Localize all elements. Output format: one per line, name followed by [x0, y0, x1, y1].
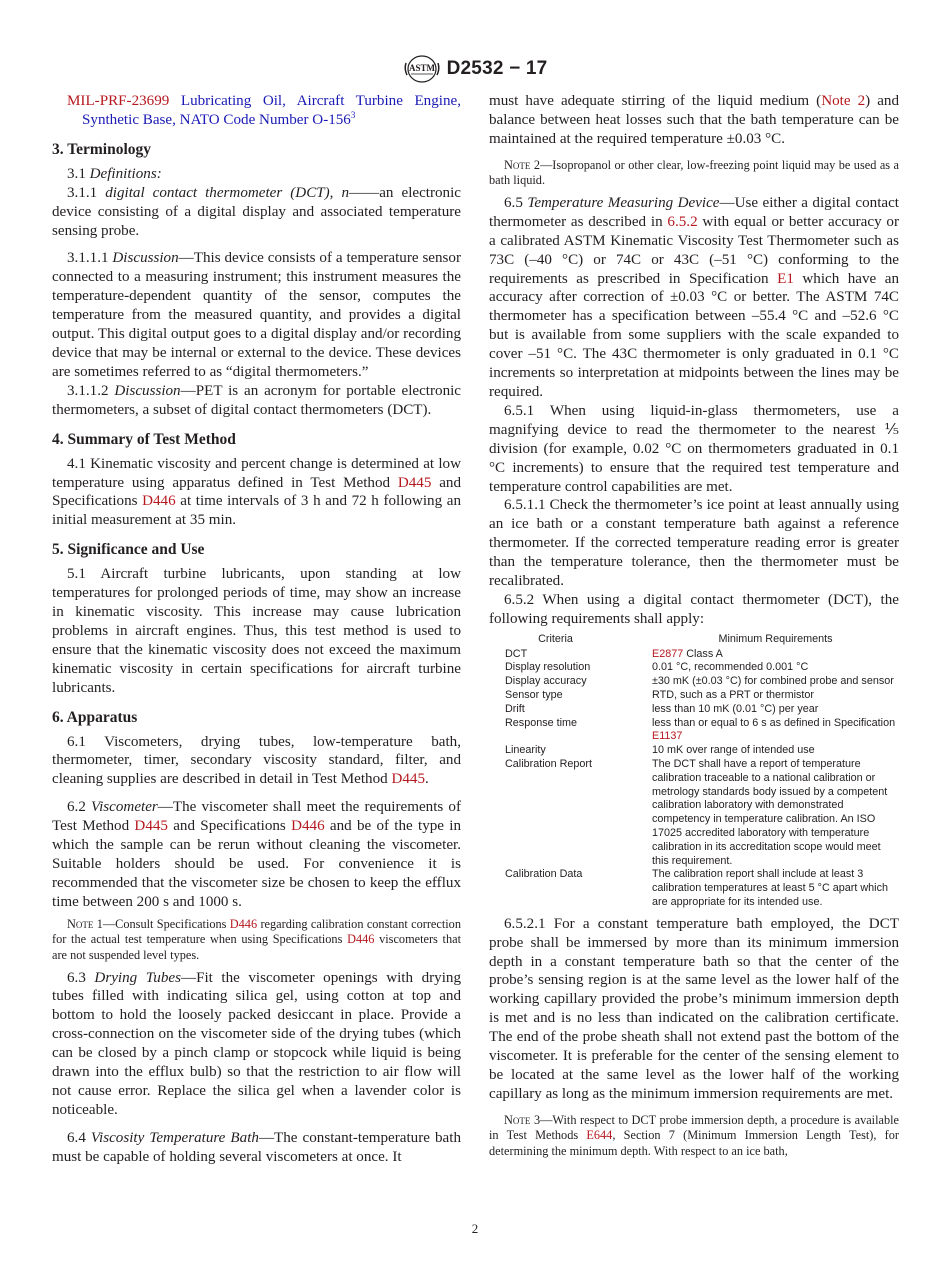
note-2: Note 2—Isopropanol or other clear, low-freezing point liquid may be used as a bath liquid. — [489, 157, 899, 188]
para-4-1: 4.1 Kinematic viscosity and percent change is determined at low temperature using apparatus defined in Test Method D445 and Specifications D446 at time intervals of 3 h and 72 h following an initial measurement at 35 min. — [52, 455, 462, 529]
reference-entry — [52, 92, 461, 130]
document-id: D2532 − 17 — [446, 58, 548, 79]
section-5-heading: 5. Significance and Use — [52, 541, 205, 559]
para-6-4: 6.4 Viscosity Temperature Bath—The constant-temperature bath must be capable of holding several viscometers at once. It — [52, 1129, 461, 1165]
table-row: Sensor type RTD, such as a PRT or thermistor — [505, 688, 815, 701]
para-6-4-continued: must have adequate stirring of the liquid medium (Note 2) and balance between heat losses such that the bath temperature can be maintained at the required temperature ±0.03 °C. — [489, 93, 899, 147]
column-header-requirements: Minimum Requirements — [718, 632, 833, 645]
table-row: Display resolution 0.01 °C, recommended 0.001 °C — [505, 661, 809, 674]
table-row: Display accuracy ±30 mK (±0.03 °C) for combined probe and sensor — [505, 675, 894, 688]
astm-logo-icon — [403, 54, 441, 84]
link-d446[interactable]: D446 — [229, 916, 258, 931]
link-d445[interactable]: D445 — [397, 474, 432, 491]
para-3-1-1: 3.1.1 digital contact thermometer (DCT), n——an electronic device consisting of a digital display and associated temperature sensing probe. — [52, 184, 461, 239]
table-row: Calibration Data The calibration report shall include at least 3 calibration temperatures at least 5 °C apart which are appropriate for its intended use. — [505, 868, 888, 908]
link-d445[interactable]: D445 — [391, 771, 425, 788]
para-3-1-1-1: 3.1.1.1 Discussion—This device consists of a temperature sensor connected to a measuring instrument; this instrument measures the temperature-dependent quantity of the sensor, computes the temperature from the measured quantity, and provides a digital output. This digital output goes to a digital display and/or recording device that may be internal or external to the device. These devices are sometimes referred to as “digital thermometers.” — [52, 250, 462, 380]
para-6-5-1-1: 6.5.1.1 Check the thermometer’s ice point at least annually using an ice bath or a constant temperature bath against a reference thermometer. If the corrected temperature reading error is greater than the temperature tolerance, then the thermometer must be recalibrated. — [489, 497, 899, 590]
link-e2877[interactable]: E2877 — [652, 647, 684, 660]
link-6-5-2[interactable]: 6.5.2 — [667, 213, 698, 230]
link-e1137[interactable]: E1137 — [652, 730, 683, 743]
para-6-1: 6.1 Viscometers, drying tubes, low-temperature bath, thermometer, timer, secondary viscosity standard, filter, and cleaning supplies are described in detail in Test Method D445. — [52, 733, 461, 788]
footnote-ref[interactable]: 3 — [350, 109, 356, 120]
left-column — [52, 92, 461, 1167]
link-e644[interactable]: E644 — [586, 1128, 613, 1143]
link-e1[interactable]: E1 — [777, 270, 794, 287]
link-d446[interactable]: D446 — [347, 932, 375, 947]
note-1: Note 1—Consult Specifications D446 regarding calibration constant correction for the actual test temperature when using Specifications D446 viscometers that are not suspended level types. — [52, 916, 461, 962]
para-5-1: 5.1 Aircraft turbine lubricants, upon standing at low temperatures for prolonged periods of time, may show an increase in kinematic viscosity. This increase may cause lubrication problems in aircraft engines. Thus, this test method is used to ensure that the kinematic viscosity does not exceed the maximum kinematic viscosity in certain specifications for aircraft turbine lubricants. — [52, 566, 461, 696]
para-6-5-1: 6.5.1 When using liquid-in-glass thermometers, use a magnifying device to read the thermometer to the nearest ⅕ division (for example, 0.02 °C on thermometers graduated in 0.1 °C increments) to ensure that the required test temperature and temperature control capabilities are met. — [489, 402, 899, 495]
table-row: DCT E2877 Class A — [505, 647, 723, 660]
para-6-5-2-1: 6.5.2.1 For a constant temperature bath employed, the DCT probe shall be immersed by more than its minimum immersion depth in a constant temperature bath so that the center of the probe’s sensing region is at the same level as the lower half of the working capillary provided the probe’s minimum immersion depth is met and is no less than indicated on the calibration certificate. The end of the probe sheath shall not extend past the bottom of the viscometer. It is preferable for the center of the sensing element to be located at the same level as the lower half of the working capillary as long as the minimum immersion requirements are met. — [489, 915, 899, 1102]
link-note-2[interactable]: Note 2 — [821, 93, 866, 109]
para-6-5: 6.5 Temperature Measuring Device—Use either a digital contact thermometer as described in 6.5.2 with equal or better accuracy or a calibrated ASTM Kinematic Viscosity Test Thermometer such as 73C (–40 °C) or 74C or 43C (–51 °C) conforming to the requirements as prescribed in Specification E1 which have an accuracy after correction of ±0.03 °C or better. The ASTM 74C thermometer has a specification between –55.4 °C and –52.6 °C but is available from some suppliers with the scale expanded to cover –51 °C. The 43C thermometer is only graduated in 0.1 °C increments so interpretation at midpoints between the lines may be required. — [489, 194, 899, 400]
table-row: Calibration Report The DCT shall have a report of temperature calibration traceable to a national calibration or metrology standards body issued by a competent calibration laboratory with demonstrated competency in temperature calibration. An ISO 17025 accredited laboratory with temperature calibration in its accreditation scope would meet this requirement. — [505, 757, 888, 867]
section-4-heading: 4. Summary of Test Method — [52, 430, 236, 448]
para-6-5-2: 6.5.2 When using a digital contact thermometer (DCT), the following requirements shall apply: — [489, 591, 899, 627]
svg-text:ASTM: ASTM — [408, 63, 435, 73]
column-header-criteria: Criteria — [538, 632, 573, 645]
section-6-heading: 6. Apparatus — [52, 708, 138, 726]
link-d446[interactable]: D446 — [142, 493, 176, 510]
table-row: Drift less than 10 mK (0.01 °C) per year — [505, 702, 819, 715]
ref-title[interactable]: Lubricating Oil, Aircraft Turbine Engine, Synthetic Base, NATO Code Number O-156 — [82, 93, 461, 128]
page-header — [0, 54, 950, 84]
table-header-row — [489, 633, 899, 648]
para-6-3: 6.3 Drying Tubes—Fit the viscometer openings with drying tubes filled with indicating silica gel, using cotton at top and bottom to hold the loosely packed desiccant in place. Provide a cross-connection on the viscometer side of the drying tubes (which can be closed by a pinch clamp or stopcock while liquid is being drawn into the efflux bulb) so that the restriction to air flow will not cause error. Replace the silica gel when a lavender color is noticeable. — [52, 969, 461, 1118]
table-row: Linearity 10 mK over range of intended use — [505, 744, 815, 757]
right-column — [489, 92, 899, 1160]
link-d446[interactable]: D446 — [291, 818, 325, 835]
note-3: Note 3—With respect to DCT probe immersion depth, a procedure is available in Test Methods E644, Section 7 (Minimum Immersion Length Test), for determining the minimum depth. With respect to an ice bath, — [489, 1112, 900, 1158]
para-3-1-1-2: 3.1.1.2 Discussion—PET is an acronym for portable electronic thermometers, a subset of digital contact thermometers (DCT). — [52, 382, 462, 418]
link-d445[interactable]: D445 — [134, 818, 168, 835]
table-row: Response time less than or equal to 6 s as defined in Specification E1137 — [505, 716, 896, 743]
page-number: 2 — [471, 1221, 479, 1236]
dct-requirements-table — [489, 633, 899, 910]
section-3-heading: 3. Terminology — [52, 140, 152, 158]
para-6-2: 6.2 Viscometer—The viscometer shall meet the requirements of Test Method D445 and Specifications D446 and be of the type in which the sample can be rerun without cleaning the viscometer. Suitable holders should be used. For convenience it is recommended that the viscometer size be chosen to keep the efflux time between 200 s and 1000 s. — [52, 799, 462, 910]
para-3-1: 3.1 Definitions: — [67, 165, 162, 182]
ref-link-mil-prf-23699[interactable]: MIL-PRF-23699 — [67, 93, 170, 109]
